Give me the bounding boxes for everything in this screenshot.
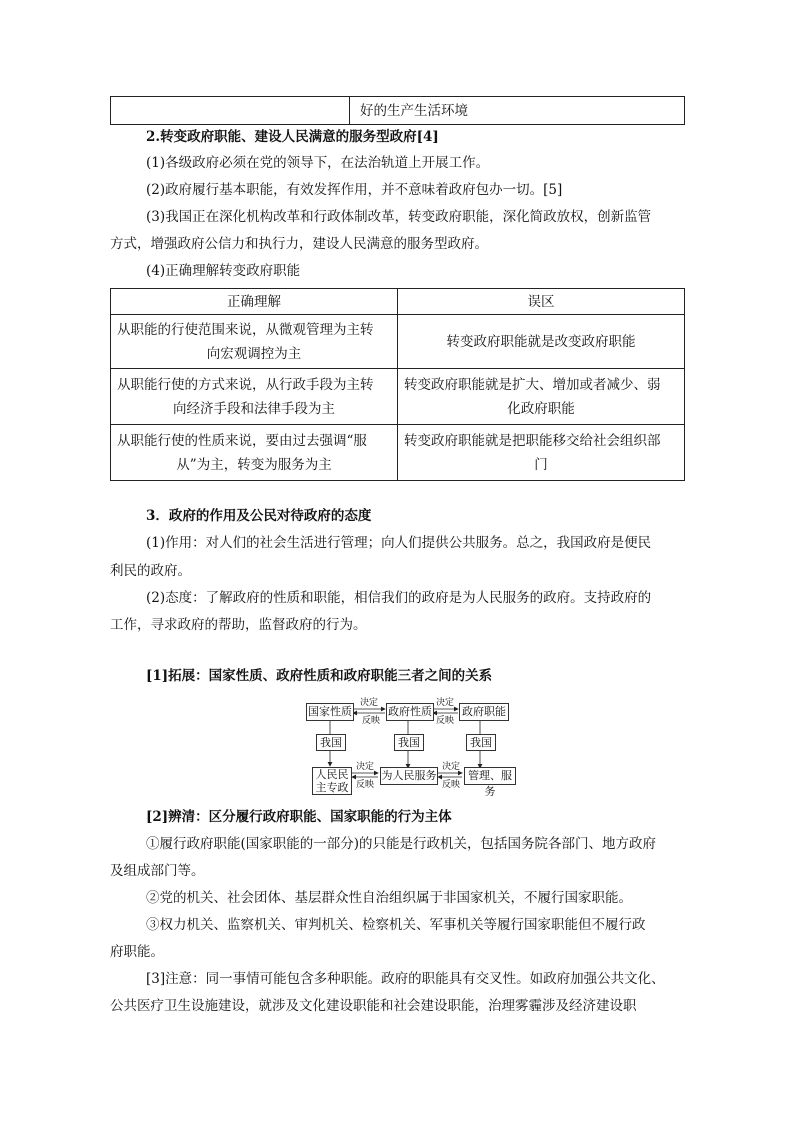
diagram-box-govt-function: 政府职能 [459, 703, 509, 721]
box-line: 人民民 [315, 768, 349, 781]
section2-p3-line2: 方式，增强政府公信力和执行力，建设人民满意的服务型政府。 [110, 236, 488, 252]
cell-line: 化政府职能 [507, 400, 575, 417]
cell-line: 向宏观调控为主 [206, 345, 302, 362]
top-table-fragment [110, 96, 685, 125]
note1-heading: [1]拓展：国家性质、政府性质和政府职能三者之间的关系 [146, 668, 493, 684]
top-table-left-cell [111, 97, 350, 125]
table-row [111, 425, 685, 481]
top-table-right-cell: 好的生产生活环境 [350, 97, 685, 125]
diagram-box-our-country: 我国 [466, 734, 496, 751]
diagram-label-decide: 决定 [436, 698, 455, 708]
section3-heading: 3．政府的作用及公民对待政府的态度 [146, 508, 372, 524]
table-row [111, 315, 685, 369]
cell-line: 向经济手段和法律手段为主 [173, 400, 335, 417]
section3-p1-line1: (1)作用：对人们的社会生活进行管理；向人们提供公共服务。总之，我国政府是便民 [146, 535, 652, 551]
cell-line: 从职能行使的性质来说，要由过去强调“服 [117, 432, 367, 449]
note2-p1-line2: 及组成部门等。 [110, 863, 205, 879]
note2-p2: ②党的机关、社会团体、基层群众性自治组织属于非国家机关，不履行国家职能。 [146, 890, 632, 906]
cell-line: 转变政府职能就是改变政府职能 [446, 333, 636, 350]
cell-line: 门 [534, 456, 548, 473]
table-cell-wrong [398, 425, 685, 481]
note3-line1: [3]注意：同一事情可能包含多种职能。政府的职能具有交叉性。如政府加强公共文化、 [146, 971, 665, 987]
section2-p4: (4)正确理解转变政府职能 [146, 263, 301, 279]
table-header-wrong: 误区 [398, 289, 685, 315]
table-cell-correct [111, 425, 398, 481]
table-cell-correct [111, 369, 398, 425]
note2-p3-line2: 府职能。 [110, 944, 164, 960]
diagram-label-reflect: 反映 [436, 716, 455, 726]
section2-heading: 2.转变政府职能、建设人民满意的服务型政府[4] [146, 129, 439, 145]
table-header-correct: 正确理解 [111, 289, 398, 315]
diagram-label-reflect: 反映 [356, 780, 375, 790]
box-line: 主专政 [315, 781, 349, 794]
note2-heading: [2]辨清：区分履行政府职能、国家职能的行为主体 [146, 809, 452, 825]
table-cell-correct [111, 315, 398, 369]
table-cell-wrong [398, 315, 685, 369]
comparison-table [110, 288, 685, 481]
diagram-box-state-nature: 国家性质 [306, 703, 354, 721]
cell-line: 从”为主，转变为服务为主 [176, 456, 332, 473]
section3-p2-line2: 工作，寻求政府的帮助，监督政府的行为。 [110, 617, 367, 633]
diagram-label-reflect: 反映 [362, 716, 381, 726]
cell-line: 从职能行使的方式来说，从行政手段为主转 [117, 376, 374, 393]
cell-line: 转变政府职能就是把职能移交给社会组织部 [404, 432, 661, 449]
diagram-label-decide: 决定 [442, 762, 461, 772]
section2-p1: (1)各级政府必须在党的领导下，在法治轨道上开展工作。 [146, 155, 490, 171]
table-row [111, 369, 685, 425]
diagram-box-peoples-democratic-dictatorship [312, 767, 352, 795]
cell-line: 从职能的行使范围来说，从微观管理为主转 [117, 321, 374, 338]
section3-p2-line1: (2)态度：了解政府的性质和职能，相信我们的政府是为人民服务的政府。支持政府的 [146, 590, 652, 606]
section3-p1-line2: 利民的政府。 [110, 563, 191, 579]
diagram-box-govt-nature: 政府性质 [386, 703, 434, 721]
diagram-box-our-country: 我国 [394, 734, 424, 751]
diagram-label-reflect: 反映 [442, 780, 461, 790]
diagram-label-decide: 决定 [360, 698, 379, 708]
note3-line2: 公共医疗卫生设施建设，就涉及文化建设职能和社会建设职能，治理雾霾涉及经济建设职 [110, 998, 637, 1014]
relationship-diagram [300, 698, 520, 798]
diagram-box-serve-people: 为人民服务 [380, 767, 438, 785]
diagram-label-decide: 决定 [356, 762, 375, 772]
note2-p3-line1: ③权力机关、监察机关、审判机关、检察机关、军事机关等履行国家职能但不履行政 [146, 917, 646, 933]
section2-p3-line1: (3)我国正在深化机构改革和行政体制改革，转变政府职能，深化简政放权，创新监管 [146, 209, 652, 225]
diagram-box-manage-serve: 管理、服务 [464, 767, 516, 785]
table-cell-wrong [398, 369, 685, 425]
cell-line: 转变政府职能就是扩大、增加或者减少、弱 [404, 376, 661, 393]
section2-p2: (2)政府履行基本职能，有效发挥作用，并不意味着政府包办一切。[5] [146, 182, 563, 198]
table-header-row [111, 289, 685, 315]
diagram-box-our-country: 我国 [316, 734, 346, 751]
note2-p1-line1: ①履行政府职能(国家职能的一部分)的只能是行政机关，包括国务院各部门、地方政府 [146, 836, 657, 852]
